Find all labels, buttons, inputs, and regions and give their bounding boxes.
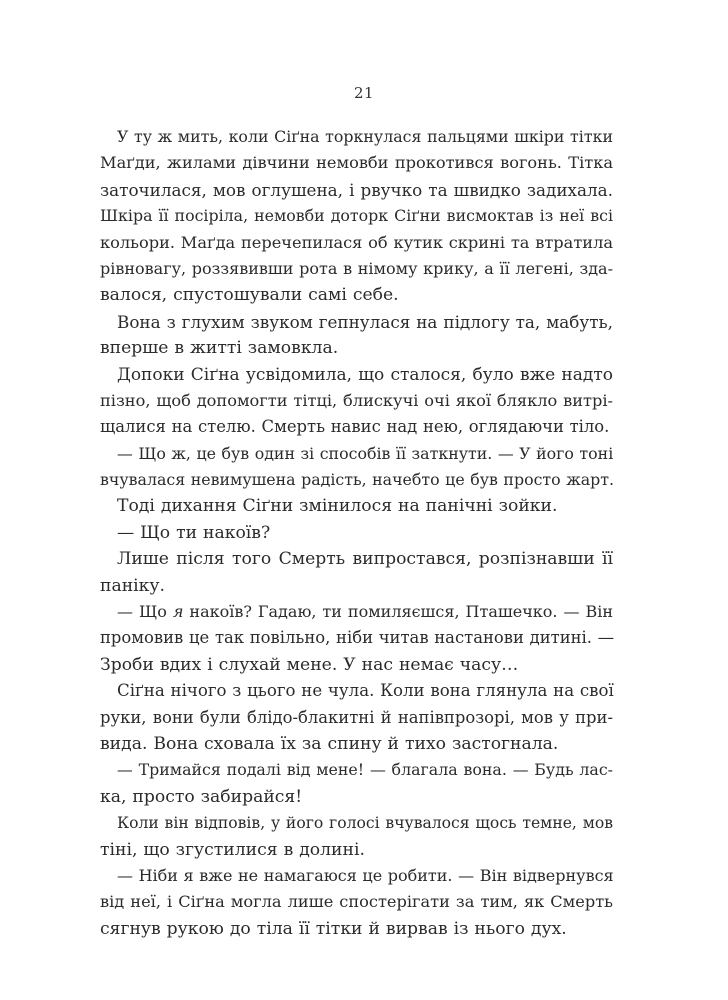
- text-line: заточилася, мов оглушена, і рвучко та швидко задихала.: [100, 179, 613, 200]
- text-line: Лише після того Смерть випростався, розпізнавши її: [117, 549, 613, 570]
- text-line: пізно, щоб допомогти тітці, блискучі очі якої блякло витрі-: [100, 390, 613, 410]
- page-number: 21: [353, 84, 375, 102]
- text-line: — Тримайся подалі від мене! — благала вона. — Будь лас-: [117, 760, 613, 780]
- text-line: Маґди, жилами дівчини немовби прокотився вогонь. Тітка: [100, 153, 613, 173]
- text-line: вчувалася невимушена радість, начебто це був просто жарт.: [100, 470, 615, 490]
- text-line: — Що ж, це був один зі способів її заткнути. — У його тоні: [117, 443, 614, 463]
- text-line: промовив це так повільно, ніби читав настанови дитині. —: [100, 628, 615, 648]
- text-line: Тоді дихання Сіґни змінилося на панічні зойки.: [117, 496, 558, 517]
- text-line: вида. Вона сховала їх за спину й тихо застогнала.: [100, 733, 559, 754]
- text-line: Коли він відповів, у його голосі вчувалося щось темне, мов: [117, 814, 613, 833]
- text-line: рівновагу, роззявивши рота в німому крику, а її легені, зда-: [100, 258, 613, 278]
- body-text: [100, 124, 613, 942]
- text-line: Шкіра її посіріла, немовби доторк Сіґни висмоктав із неї всі: [100, 206, 613, 226]
- text-line: щалися на стелю. Смерть навис над нею, оглядаючи тіло.: [100, 417, 610, 437]
- text-line: руки, вони були блідо-блакитні й напівпрозорі, мов у при-: [100, 707, 613, 727]
- text-line: Допоки Сіґна усвідомила, що сталося, було вже надто: [117, 364, 613, 385]
- text-line: кольори. Маґда перечепилася об кутик скрині та втратила: [100, 232, 613, 252]
- text-line: від неї, і Сіґна могла лише спостерігати за тим, як Смерть: [100, 892, 613, 912]
- text-line: вперше в житті замовкла.: [100, 338, 339, 359]
- text-line: Вона з глухим звуком гепнулася на підлогу та, мабуть,: [117, 311, 613, 332]
- text-line: У ту ж мить, коли Сіґна торкнулася пальцями шкіри тітки: [117, 127, 613, 146]
- text-line: Сіґна нічого з цього не чула. Коли вона глянула на свої: [117, 681, 614, 701]
- text-line: — Ніби я вже не намагаюся це робити. — Він відвернувся: [117, 865, 614, 885]
- text-line: валося, спустошували самі себе.: [100, 285, 399, 306]
- emphasis: я: [172, 602, 184, 622]
- text-line: — Що я накоїв? Гадаю, ти помиляєшся, Пташечко. — Він: [117, 602, 614, 622]
- text-line: Зроби вдих і слухай мене. У нас немає часу…: [100, 654, 519, 675]
- text-line: — Що ти накоїв?: [117, 522, 271, 543]
- text-line: паніку.: [100, 575, 165, 596]
- text-line: тіні, що згустилися в долині.: [100, 839, 365, 860]
- text-line: сягнув рукою до тіла її тітки й вирвав із нього дух.: [100, 918, 567, 939]
- text-line: ка, просто забирайся!: [100, 786, 303, 807]
